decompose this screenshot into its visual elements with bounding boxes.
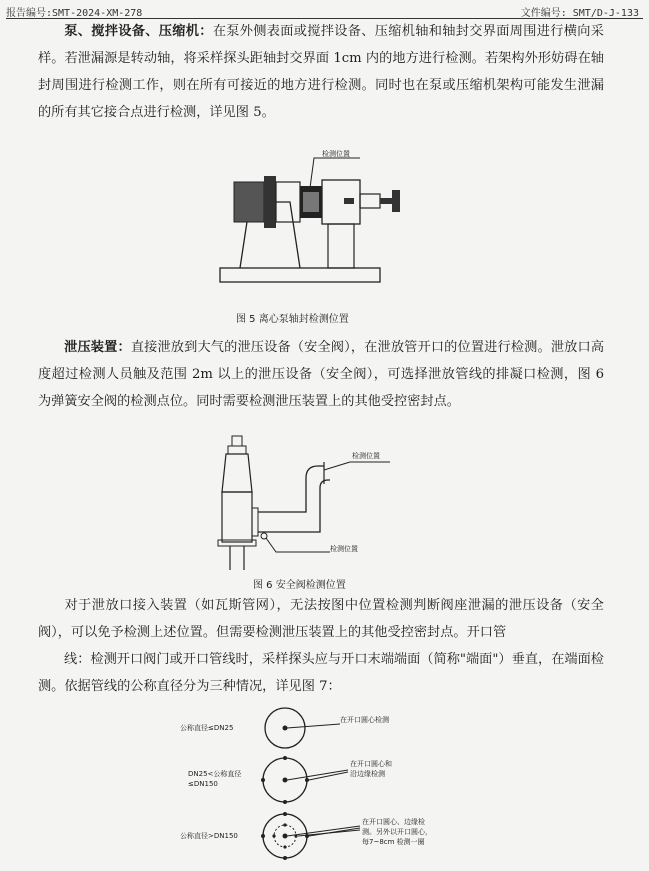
open-line-text: 线：检测开口阀门或开口管线时，采样探头应与开口末端端面（简称"端面"）垂直，在端面检测。依据管线的公称直径分为三种情况，详见图 7：	[38, 652, 604, 694]
fig7-row2-right-1: 在开口圆心和	[350, 760, 392, 768]
pump-text: 在泵外侧表面或搅拌设备、压缩机轴和轴封交界面周围进行横向采样。若泄漏源是转动轴，将采样探头距轴封交界面 1cm 内的地方进行检测。若架构外形妨碍在轴封周围进行检测工作，则在所有可接近的地方进行检测。同时也在泵或压缩机架构可能发生泄漏的所有其它接合点进行检测，详见图 5。	[38, 24, 604, 120]
figure-5-pump-diagram	[210, 140, 430, 305]
figure-6-label-bottom: 检测位置	[330, 545, 358, 553]
figure-6-caption: 图 6 安全阀检测位置	[253, 580, 346, 591]
figure-5-caption: 图 5 离心泵轴封检测位置	[236, 314, 349, 325]
fig7-row1-right: 在开口圆心检测	[340, 716, 389, 724]
paragraph-pump	[38, 18, 604, 126]
file-number: 文件编号: SMT/D-J-133	[520, 8, 639, 19]
discharge-text: 对于泄放口接入装置（如瓦斯管网），无法按图中位置检测判断阀座泄漏的泄压设备（安全阀），可以免予检测上述位置。但需要检测泄压装置上的其他受控密封点。开口管	[38, 598, 604, 640]
fig7-row3-right-2: 测。另外以开口圆心，	[362, 828, 432, 836]
figure-6-safety-valve-diagram	[210, 432, 410, 572]
fig7-row2-left-2: ≤DN150	[188, 780, 218, 788]
pump-heading: 泵、搅拌设备、压缩机：	[64, 24, 213, 39]
figure-6-label-top: 检测位置	[352, 452, 380, 460]
fig7-row3-left: 公称直径>DN150	[180, 832, 238, 840]
relief-text: 直接泄放到大气的泄压设备（安全阀），在泄放管开口的位置进行检测。泄放口高度超过检测人员触及范围 2m 以上的泄压设备（安全阀），可选择泄放管线的排凝口检测，图 6 为弹簧安全阀的检测点位。同时需要检测泄压装置上的其他受控密封点。	[38, 340, 605, 409]
paragraph-discharge	[38, 592, 604, 646]
fig7-row1-left: 公称直径≤DN25	[180, 724, 234, 732]
fig7-row2-left-1: DN25<公称直径	[188, 770, 242, 778]
relief-heading: 泄压装置：	[64, 340, 131, 355]
figure-5-label: 检测位置	[322, 150, 350, 158]
paragraph-open-line	[38, 646, 604, 700]
report-number: 报告编号:SMT-2024-XM-278	[6, 8, 143, 19]
fig7-row2-right-2: 沿边缘检测	[350, 770, 385, 778]
figure-7-open-line-diagram	[170, 706, 470, 866]
fig7-row3-right-3: 每7~8cm 检测一圈	[362, 838, 425, 846]
fig7-row3-right-1: 在开口圆心、边缘检	[362, 818, 425, 826]
paragraph-relief	[38, 334, 604, 415]
